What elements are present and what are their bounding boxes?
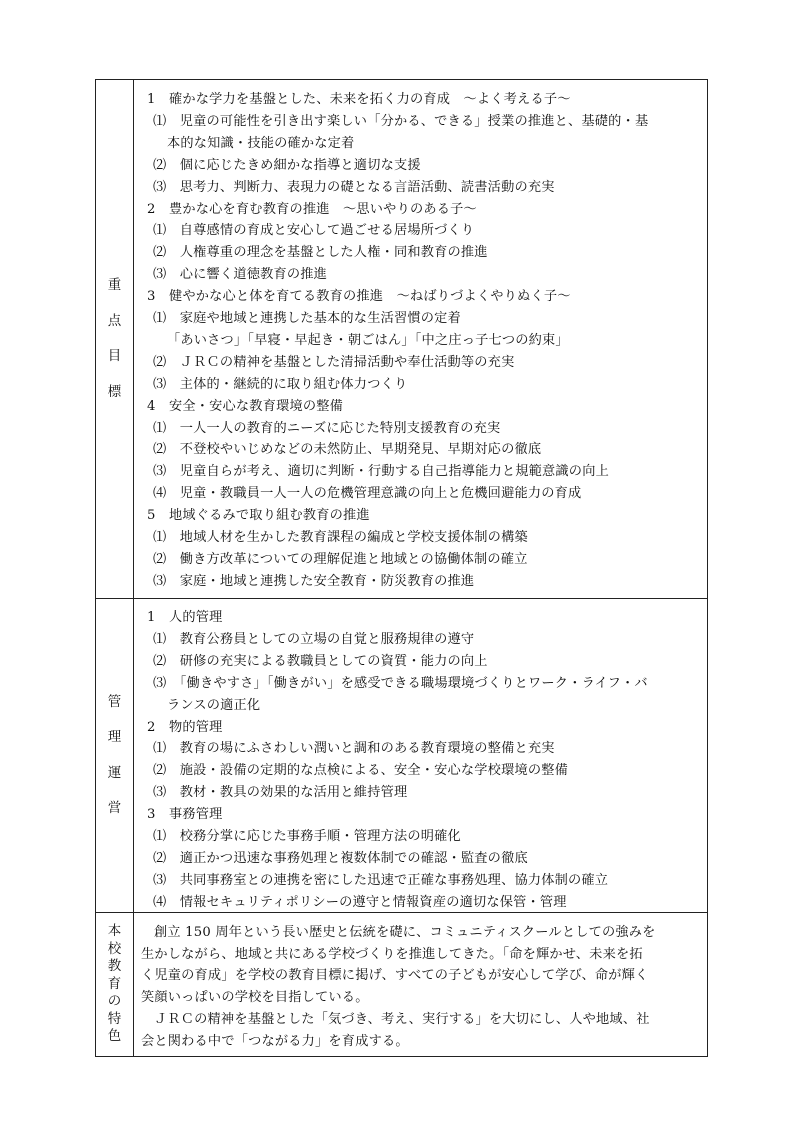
section-management bbox=[96, 599, 707, 913]
text-line: 1 人的管理 bbox=[147, 610, 223, 625]
section-priority-goals bbox=[96, 80, 707, 599]
section-label bbox=[96, 913, 134, 1056]
text-line: ⑴ 一人一人の教育的ニーズに応じた特別支援教育の充実 bbox=[153, 420, 501, 436]
label-char: 管 bbox=[107, 693, 122, 710]
text-line: 会と関わる中で「つながる力」を育成する。 bbox=[141, 1033, 409, 1049]
text-line: ⑶ 児童自らが考え、適切に判断・行動する自己指導能力と規範意識の向上 bbox=[153, 464, 609, 480]
text-line: 生かしながら、地域と共にある学校づくりを推進してきた。「命を輝かせ、未来を拓 bbox=[141, 946, 643, 962]
text-line: ⑴ 校務分掌に応じた事務手順・管理方法の明確化 bbox=[153, 829, 461, 844]
text-line: 5 地域ぐるみで取り組む教育の推進 bbox=[147, 508, 370, 524]
text-line: 1 確かな学力を基盤とした、未来を拓く力の育成 ～よく考える子～ bbox=[147, 92, 571, 107]
text-line: ⑷ 児童・教職員一人一人の危機管理意識の向上と危機回避能力の育成 bbox=[153, 486, 582, 502]
text-line: ⑴ 教育の場にふさわしい潤いと調和のある教育環境の整備と充実 bbox=[153, 741, 555, 757]
label-char: 理 bbox=[107, 729, 122, 745]
text-line: 「あいさつ」「早寝・早起き・朝ごはん」「中之庄っ子七つの約束」 bbox=[167, 332, 569, 348]
text-line: 2 物的管理 bbox=[147, 719, 223, 735]
label-char: 運 bbox=[107, 764, 122, 781]
label-char: 育 bbox=[107, 975, 122, 992]
label-char: 校 bbox=[107, 940, 122, 957]
text-line: ⑵ 適正かつ迅速な事務処理と複数体制での確認・監査の徹底 bbox=[153, 850, 528, 866]
label-char: 教 bbox=[107, 958, 122, 975]
label-char: の bbox=[107, 993, 122, 1010]
text-line: ⑶ 「働きやすさ」「働きがい」を感受できる職場環境づくりとワーク・ライフ・バ bbox=[153, 675, 648, 691]
text-line: ⑴ 自尊感情の育成と安心して過ごせる居場所づくり bbox=[153, 223, 475, 239]
text-line: ⑵ ＪＲＣの精神を基盤とした清掃活動や奉仕活動等の充実 bbox=[153, 354, 515, 370]
text-line: ⑴ 教育公務員としての立場の自覚と服務規律の遵守 bbox=[153, 631, 475, 647]
plan-table bbox=[95, 79, 708, 1057]
text-line: ランスの適正化 bbox=[167, 697, 261, 713]
text-line: ⑵ 不登校やいじめなどの未然防止、早期発見、早期対応の徹底 bbox=[153, 442, 542, 458]
label-char: 色 bbox=[107, 1028, 122, 1045]
label-char: 特 bbox=[107, 1010, 122, 1027]
label-char: 目 bbox=[107, 348, 122, 364]
text-line: 3 事務管理 bbox=[147, 807, 223, 823]
text-line: ⑴ 地域人材を生かした教育課程の編成と学校支援体制の構築 bbox=[153, 530, 528, 545]
text-line: ⑵ 人権尊重の理念を基盤とした人権・同和教育の推進 bbox=[153, 245, 488, 261]
text-line: ⑵ 働き方改革についての理解促進と地域との協働体制の確立 bbox=[153, 551, 528, 567]
text-line: ⑶ 思考力、判断力、表現力の礎となる言語活動、読書活動の充実 bbox=[153, 179, 555, 195]
label-char: 営 bbox=[107, 800, 122, 816]
text-line: 2 豊かな心を育む教育の推進 ～思いやりのある子～ bbox=[147, 201, 477, 217]
section-school-features bbox=[96, 913, 707, 1056]
text-line: ⑵ 個に応じたきめ細かな指導と適切な支援 bbox=[153, 157, 421, 173]
text-line: ⑶ 心に響く道徳教育の推進 bbox=[153, 267, 328, 283]
section-label bbox=[96, 599, 134, 912]
text-line: ⑶ 家庭・地域と連携した安全教育・防災教育の推進 bbox=[153, 573, 475, 589]
label-char: 点 bbox=[107, 312, 122, 329]
text-line: ⑴ 児童の可能性を引き出す楽しい「分かる、できる」授業の推進と、基礎的・基 bbox=[153, 113, 649, 129]
text-line: 4 安全・安心な教育環境の整備 bbox=[147, 398, 344, 414]
text-line: ⑵ 施設・設備の定期的な点検による、安全・安心な学校環境の整備 bbox=[153, 763, 569, 779]
label-char: 重 bbox=[107, 277, 122, 293]
section-label bbox=[96, 80, 134, 598]
label-char: 標 bbox=[107, 383, 122, 400]
text-line: ⑶ 共同事務室との連携を密にした迅速で正確な事務処理、協力体制の確立 bbox=[153, 872, 609, 888]
text-line: ⑶ 主体的・継続的に取り組む体力つくり bbox=[153, 376, 408, 392]
text-line: 本的な知識・技能の確かな定着 bbox=[167, 135, 355, 151]
text-line: ＪＲＣの精神を基盤とした「気づき、考え、実行する」を大切にし、人や地域、社 bbox=[154, 1011, 650, 1027]
text-line: 創立 150 周年という長い歴史と伝統を礎に、コミュニティスクールとしての強みを bbox=[154, 925, 656, 940]
text-line: 3 健やかな心と体を育てる教育の推進 ～ねばりづよくやりぬく子～ bbox=[147, 289, 571, 305]
text-line: ⑵ 研修の充実による教職員としての資質・能力の向上 bbox=[153, 653, 488, 669]
text-line: ⑷ 情報セキュリティポリシーの遵守と情報資産の適切な保管・管理 bbox=[153, 894, 567, 910]
text-line: ⑶ 教材・教具の効果的な活用と維持管理 bbox=[153, 785, 408, 801]
text-line: ⑴ 家庭や地域と連携した基本的な生活習慣の定着 bbox=[153, 311, 461, 326]
label-char: 本 bbox=[107, 923, 122, 940]
text-line: 笑顔いっぱいの学校を目指している。 bbox=[141, 990, 369, 1006]
text-line: く児童の育成」を学校の教育目標に掲げ、すべての子どもが安心して学び、命が輝く bbox=[141, 968, 649, 984]
